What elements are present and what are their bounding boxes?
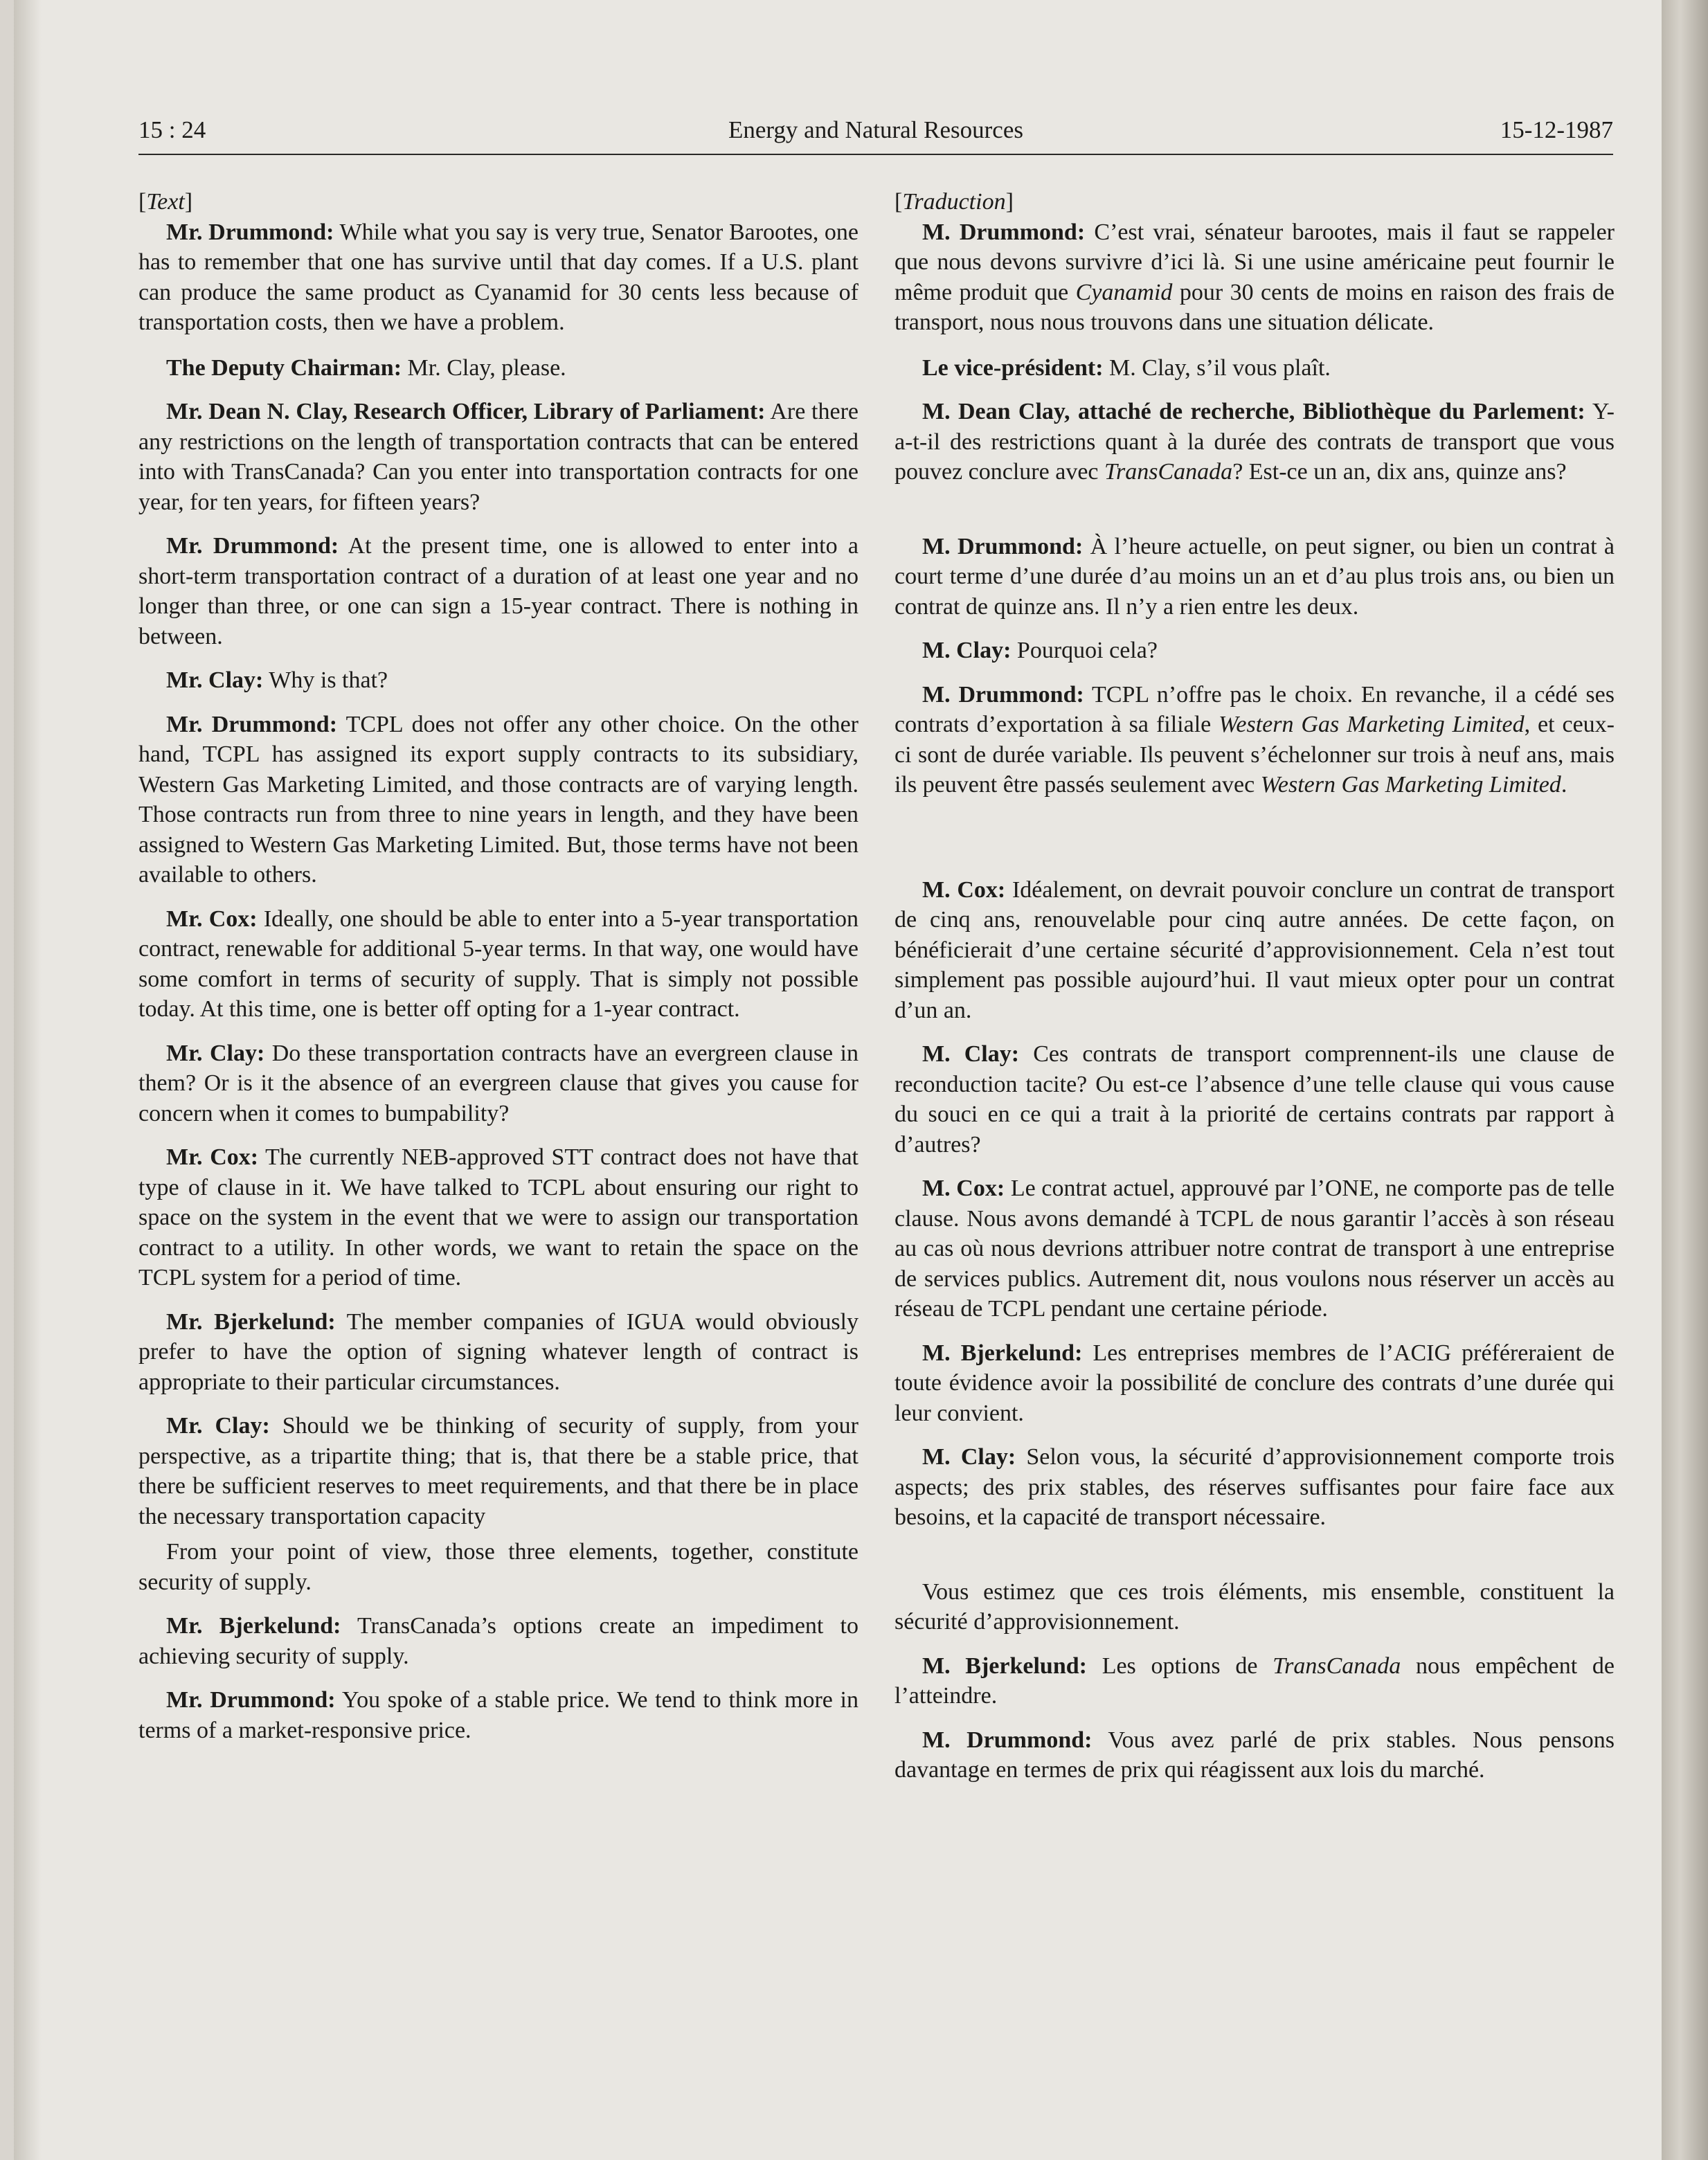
speaker: Mr. Clay: bbox=[166, 1040, 265, 1066]
speaker: Mr. Cox: bbox=[166, 1144, 259, 1170]
speaker: M. Clay: bbox=[922, 1444, 1016, 1470]
speaker: M. Drummond: bbox=[922, 533, 1084, 559]
paragraph: M. Dean Clay, attaché de recherche, Bibliothèque du Parlement: Y-a-t-il des restrictions quant à la durée des contrats de transport que vous pouvez conclure avec TransCanada? Est-ce un an, dix ans, quinze ans? bbox=[895, 399, 1615, 485]
binding-shadow bbox=[14, 0, 42, 2160]
paragraph: M. Cox: Idéalement, on devrait pouvoir conclure un contrat de transport de cinq ans, renouvelable pour cinq autre années. De cette façon, on bénéficierait d’une certaine sécurité d’approvisionnement. Cela n’est tout simplement pas possible aujourd’hui. Il vaut mieux opter pour un contrat d’un an. bbox=[895, 876, 1615, 1023]
paragraph: M. Cox: Le contrat actuel, approuvé par l’ONE, ne comporte pas de telle clause. Nous avons demandé à TCPL de nous garantir l’accès à son réseau au cas où nous devrions attribuer notre contrat de transport à une entreprise de services publics. Autrement dit, nous voulons nous réserver un accès au réseau de TCPL pendant une certaine période. bbox=[895, 1176, 1615, 1322]
speaker: Mr. Drummond: bbox=[166, 219, 334, 245]
paragraph: Mr. Dean N. Clay, Research Officer, Library of Parliament: Are there any restrictions on the length of transportation contracts that can be entered into with TransCanada? Can you enter into transportation contracts for one year, for ten years, for fifteen years? bbox=[138, 399, 859, 515]
speaker: Le vice-président: bbox=[922, 354, 1104, 381]
paragraph: Mr. Drummond: At the present time, one is allowed to enter into a short-term transportation contract of a duration of at least one year and no longer than three, or one can sign a 15-year contract. There is nothing in between. bbox=[138, 533, 859, 649]
speaker: M. Dean Clay, attaché de recherche, Bibliothèque du Parlement: bbox=[922, 399, 1585, 424]
speaker: Mr. Clay: bbox=[166, 667, 264, 693]
speaker: Mr. Drummond: bbox=[166, 711, 338, 737]
paragraph: M. Clay: Ces contrats de transport comprennent-ils une clause de reconduction tacite? Ou est-ce l’absence d’une telle clause qui vous cause du souci en ce qui a trait à la priorité de certains contrats par rapport à d’autres? bbox=[895, 1041, 1615, 1158]
header-title: Energy and Natural Resources bbox=[728, 116, 1023, 143]
running-header bbox=[138, 116, 1613, 155]
header-rule bbox=[138, 154, 1613, 155]
paragraph: Mr. Cox: Ideally, one should be able to enter into a 5-year transportation contract, renewable for additional 5-year terms. In that way, one would have some comfort in terms of security of supply. That is simply not possible today. At this time, one is better off opting for a 1-year contract. bbox=[138, 906, 859, 1022]
page-folio: 15 : 24 bbox=[138, 116, 206, 143]
speaker: M. Bjerkelund: bbox=[922, 1340, 1083, 1366]
paragraph: Mr. Bjerkelund: TransCanada’s options create an impediment to achieving security of supply. bbox=[138, 1613, 859, 1669]
speaker: M. Drummond: bbox=[922, 219, 1086, 245]
paragraph: M. Drummond: À l’heure actuelle, on peut signer, ou bien un contrat à court terme d’une durée d’au moins un an et d’au plus trois ans, ou bien un contrat de quinze ans. Il n’y a rien entre les deux. bbox=[895, 533, 1615, 620]
paragraph: The Deputy Chairman: Mr. Clay, please. bbox=[166, 354, 566, 381]
paragraph: Mr. Bjerkelund: The member companies of IGUA would obviously prefer to have the option of signing whatever length of contract is appropriate to their particular circumstances. bbox=[138, 1308, 859, 1395]
speaker: M. Drummond: bbox=[922, 681, 1084, 708]
paragraph: Mr. Clay: Do these transportation contracts have an evergreen clause in them? Or is it the absence of an evergreen clause that gives you cause for concern when it comes to bumpability? bbox=[138, 1040, 859, 1126]
speaker: The Deputy Chairman: bbox=[166, 354, 402, 381]
speaker: M. Clay: bbox=[922, 1041, 1020, 1067]
header-date: 15-12-1987 bbox=[1500, 116, 1613, 143]
speaker: Mr. Bjerkelund: bbox=[166, 1613, 341, 1639]
paragraph: M. Bjerkelund: Les options de TransCanada nous empêchent de l’atteindre. bbox=[895, 1653, 1615, 1709]
paragraph: M. Clay: Selon vous, la sécurité d’approvisionnement comporte trois aspects; des prix stables, des réserves suffisantes pour faire face aux besoins, et la capacité de transport nécessaire. bbox=[895, 1444, 1615, 1530]
paragraph: Mr. Cox: The currently NEB-approved STT contract does not have that type of clause in it. We have talked to TCPL about ensuring our right to space on the system in the event that we were to assign our transportation contract to a utility. In other words, we want to retain the space on the TCPL system for a period of time. bbox=[138, 1144, 859, 1290]
page-edge bbox=[1662, 0, 1708, 2160]
paragraph: M. Bjerkelund: Les entreprises membres de l’ACIG préféreraient de toute évidence avoir la possibilité de conclure des contrats d’une durée qui leur convient. bbox=[895, 1340, 1615, 1426]
speaker: M. Cox: bbox=[922, 876, 1006, 903]
speaker: M. Bjerkelund: bbox=[922, 1653, 1087, 1679]
paragraph: M. Drummond: Vous avez parlé de prix stables. Nous pensons davantage en termes de prix qui réagissent aux lois du marché. bbox=[895, 1727, 1615, 1783]
speaker: Mr. Bjerkelund: bbox=[166, 1308, 336, 1335]
paragraph: Mr. Drummond: TCPL does not offer any other choice. On the other hand, TCPL has assigned its export supply contracts to its subsidiary, Western Gas Marketing Limited, and those contracts are of varying length. Those contracts run from three to nine years in length, and they have been assigned to Western Gas Marketing Limited. But, those terms have not been available to others. bbox=[138, 711, 859, 888]
paragraph: From your point of view, those three elements, together, constitute security of supply. bbox=[138, 1539, 859, 1595]
paragraph: Mr. Clay: Why is that? bbox=[166, 667, 388, 693]
paragraph: Le vice-président: M. Clay, s’il vous plaît. bbox=[922, 354, 1331, 381]
speaker: M. Drummond: bbox=[922, 1727, 1093, 1753]
paragraph: M. Drummond: TCPL n’offre pas le choix. En revanche, il a cédé ses contrats d’exportation à sa filiale Western Gas Marketing Limited, et ceux-ci sont de durée variable. Ils peuvent s’échelonner sur trois à neuf ans, mais ils peuvent être passés seulement avec Western Gas Marketing Limited. bbox=[895, 681, 1615, 798]
speaker: Mr. Clay: bbox=[166, 1413, 270, 1439]
column-tag: [Text] bbox=[138, 189, 193, 215]
paragraph: M. Clay: Pourquoi cela? bbox=[922, 638, 1158, 663]
paragraph: M. Drummond: C’est vrai, sénateur barootes, mais il faut se rappeler que nous devons survivre d’ici là. Si une usine américaine peut fournir le même produit que Cyanamid pour 30 cents de moins en raison des frais de transport, nous nous trouvons dans une situation délicate. bbox=[895, 219, 1615, 335]
speaker: Mr. Drummond: bbox=[166, 1687, 336, 1713]
paragraph: Mr. Drummond: While what you say is very true, Senator Barootes, one has to remember that one has survive until that day comes. If a U.S. plant can produce the same product as Cyanamid for 30 cents less because of transportation costs, then we have a problem. bbox=[138, 219, 859, 335]
speaker: Mr. Cox: bbox=[166, 906, 258, 932]
paragraph: Vous estimez que ces trois éléments, mis ensemble, constituent la sécurité d’approvisionnement. bbox=[895, 1578, 1615, 1635]
speaker: M. Cox: bbox=[922, 1176, 1005, 1201]
speaker: M. Clay: bbox=[922, 638, 1012, 663]
speaker: Mr. Drummond: bbox=[166, 533, 339, 559]
column-tag: [Traduction] bbox=[895, 189, 1014, 215]
english-column bbox=[138, 187, 859, 1745]
paragraph: Mr. Clay: Should we be thinking of security of supply, from your perspective, as a tripartite thing; that is, that there be a stable price, that there be sufficient reserves to meet requirements, and that there be in place the necessary transportation capacity bbox=[138, 1413, 859, 1529]
french-column bbox=[895, 187, 1615, 1785]
paragraph: Mr. Drummond: You spoke of a stable price. We tend to think more in terms of a market-responsive price. bbox=[138, 1687, 859, 1743]
speaker: Mr. Dean N. Clay, Research Officer, Library of Parliament: bbox=[166, 399, 766, 424]
